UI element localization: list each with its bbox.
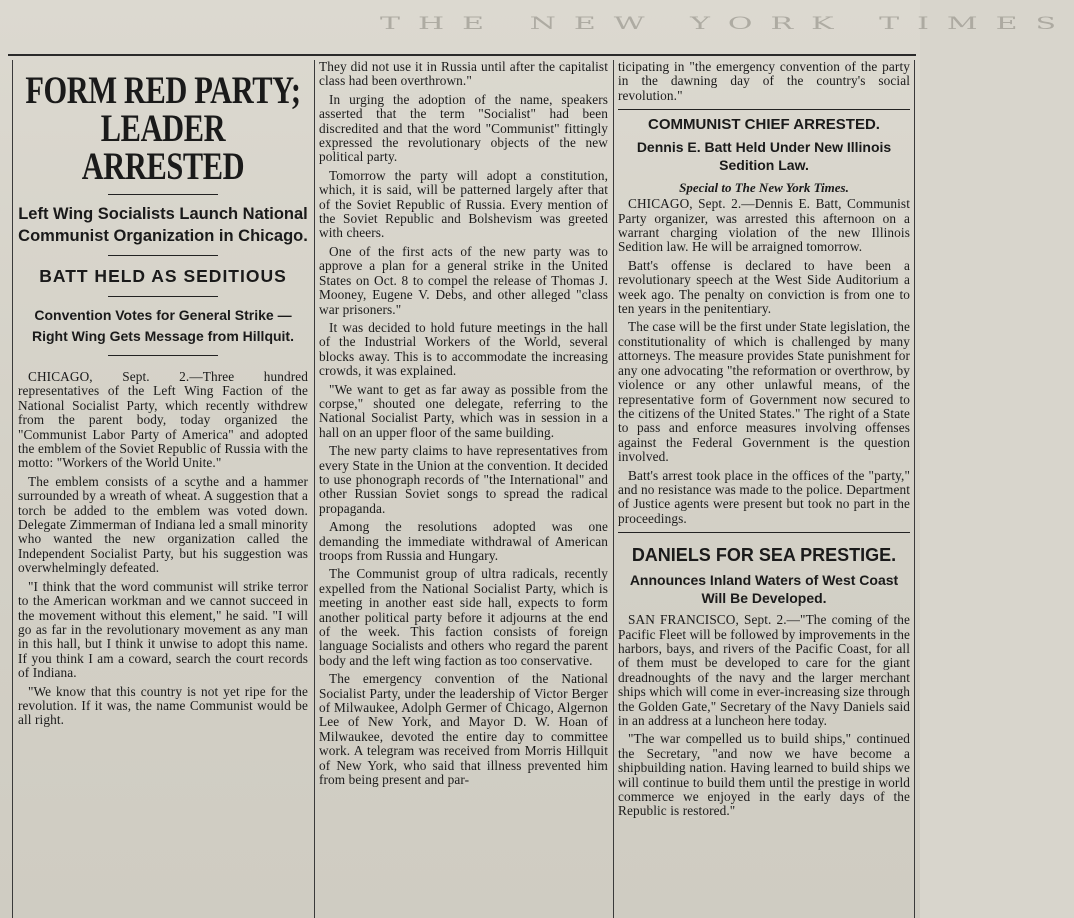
special-credit: Special to The New York Times. [679, 180, 849, 196]
divider [108, 255, 218, 256]
column-1 [18, 60, 308, 918]
daniels-headline: DANIELS FOR SEA PRESTIGE. [631, 545, 897, 566]
article-paragraph: The Communist group of ultra radicals, recently expelled from the National Socialist Party, which is meeting in another east side hall, expects to form another political party before it adjourns at the end of the week. This faction consists of foreign language Socialists and others who regard the parent body and the left wing faction as too conservative. [319, 566, 608, 668]
communist-chief-headline: COMMUNIST CHIEF ARRESTED. [648, 116, 880, 134]
article-paragraph: The emergency convention of the National Socialist Party, under the leadership of Victor Berger of Milwaukee, Adolph Germer of Chicago, Algernon Lee of New York, and Mayor D. W. Hoan of Milwaukee, devoted the entire day to committee work. A telegram was received from Morris Hillquit of New York, who said that illness prevented him from being present and par- [319, 671, 608, 788]
masthead: THE NEW YORK TIMES [380, 14, 1074, 34]
headline-deck-3: Convention Votes for General Strike —Right Wing Gets Message from Hillquit. [31, 307, 294, 344]
article-paragraph: The case will be the first under State legislation, the constitutionality of which is challenged by many attorneys. The measure provides State punishment for any one advocating "the reformation or overthrow, by violence or any other unlawful means, of the representative form of Government now secured to the citizens of the United States." The right of a State to pass and enforce measures involving offenses against the Federal Government is the question involved. [618, 319, 910, 465]
article-paragraph: CHICAGO, Sept. 2.—Three hundred representatives of the Left Wing Faction of the National Socialist Party, which recently withdrew from the parent body, today organized the "Communist Labor Party of America" and adopted the emblem of the Soviet Republic of Russia with the motto: "Workers of the World Unite." [18, 369, 308, 471]
article-paragraph: "We know that this country is not yet ripe for the revolution. If it was, the name Communist would be all right. [18, 683, 308, 728]
column-2 [319, 60, 608, 918]
article-paragraph: CHICAGO, Sept. 2.—Dennis E. Batt, Communist Party organizer, was arrested this afternoon on a warrant charging violation of the new Illinois Sedition law. He will be arraigned tomorrow. [618, 196, 910, 255]
article-paragraph: Tomorrow the party will adopt a constitution, which, it is said, will be patterned largely after that of the Soviet Republic of Russia. Every mention of the Soviet Republic and Bolshevism was greeted with cheers. [319, 167, 608, 241]
main-headline: FORM RED PARTY; LEADER ARRESTED [25, 69, 301, 188]
top-rule [8, 54, 916, 56]
article-paragraph: In urging the adoption of the name, speakers asserted that the term "Socialist" had been discredited and that the word "Communist" fittingly expressed the revolutionary objects of the new political party. [319, 91, 608, 165]
column-rule [314, 60, 315, 918]
column-rule [914, 60, 915, 918]
article-paragraph: It was decided to hold future meetings in the hall of the Industrial Workers of the World, several blocks away. This is to accommodate the increasing crowds, it was explained. [319, 319, 608, 379]
article-paragraph: Batt's offense is declared to have been a revolutionary speech at the West Side Auditorium a week ago. The penalty on conviction is from one to ten years in the penitentiary. [618, 257, 910, 317]
divider [618, 109, 910, 110]
article-paragraph: "The war compelled us to build ships," continued the Secretary, "and now we have become a shipbuilding nation. Having learned to build ships we will continue to build them until the prestige in world commerce we enjoyed in the early days of the Republic is restored." [618, 731, 910, 819]
article-paragraph: "I think that the word communist will strike terror to the American workman and we cannot succeed in the movement without this element," he said. "I will go as far in the revolutionary movement as any man in this hall, but I think it unwise to adopt this name. If you think I am a coward, search the court records of Indiana. [18, 578, 308, 681]
article-paragraph: One of the first acts of the new party was to approve a plan for a general strike in the United States on Oct. 8 to compel the release of Thomas J. Mooney, Eugene V. Debs, and other alleged "class war prisoners." [319, 243, 608, 317]
communist-chief-deck: Dennis E. Batt Held Under New Illinois Sedition Law. [636, 139, 892, 174]
article-paragraph: Batt's arrest took place in the offices of the "party," and no resistance was made to the police. Department of Justice agents were present but took no part in the proceedings. [618, 467, 910, 526]
article-paragraph: They did not use it in Russia until after the capitalist class had been overthrown." [319, 59, 608, 89]
headline-deck-2: BATT HELD AS SEDITIOUS [39, 266, 287, 286]
article-paragraph: ticipating in "the emergency convention of the party in the dawning day of the country's social revolution." [618, 59, 910, 103]
column-rule [613, 60, 614, 918]
article-paragraph: "We want to get as far away as possible from the corpse," shouted one delegate, referring to the National Socialist Party, which was in session in a hall on an upper floor of the same building. [319, 381, 608, 440]
article-paragraph: The new party claims to have representatives from every State in the Union at the convention. It decided to use phonograph records of "the International" and other Russian Soviet songs to spread the radical propaganda. [319, 443, 608, 516]
divider [108, 355, 218, 356]
divider [108, 194, 218, 195]
article-paragraph: The emblem consists of a scythe and a hammer surrounded by a wreath of wheat. A suggestion that a torch be added to the emblem was voted down. Delegate Zimmerman of Indiana led a small minority who wanted the new organization called the Independent Socialist Party, but his suggestion was overwhelmingly defeated. [18, 473, 308, 576]
daniels-deck: Announces Inland Waters of West Coast Will Be Developed. [629, 572, 899, 607]
article-paragraph: SAN FRANCISCO, Sept. 2.—"The coming of the Pacific Fleet will be followed by improvements in the harbors, bays, and rivers of the Pacific Coast, for all of them must be developed to care for the giant dreadnoughts of the navy and the larger merchant ships which will come in ever-increasing size through the Golden Gate," Secretary of the Navy Daniels said in an address at a luncheon here today. [618, 612, 910, 728]
divider [108, 296, 218, 297]
column-rule [12, 60, 13, 918]
headline-deck-1: Left Wing Socialists Launch National Communist Organization in Chicago. [18, 205, 308, 245]
divider [618, 532, 910, 533]
article-paragraph: Among the resolutions adopted was one demanding the immediate withdrawal of American troops from Russia and Hungary. [319, 519, 608, 563]
column-3 [618, 60, 910, 918]
